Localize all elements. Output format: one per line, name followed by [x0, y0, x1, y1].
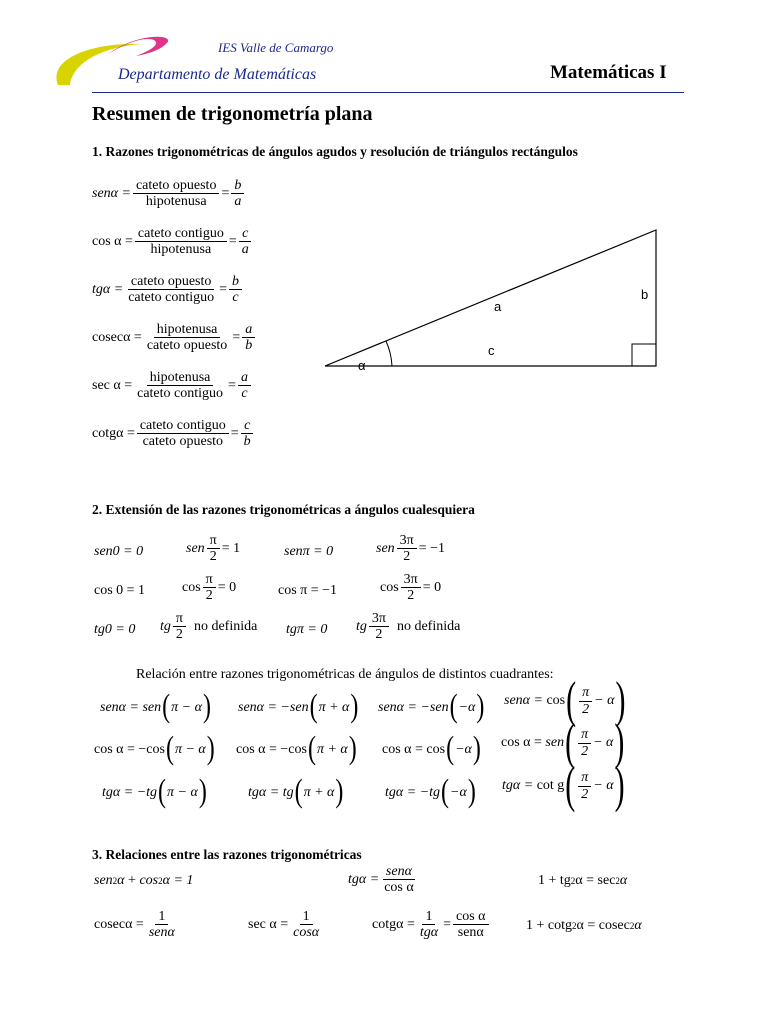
- pythagorean-identity: sen 2 α + cos 2 α = 1: [94, 873, 194, 888]
- sen-relation-neg: senα = −sen ( −α ): [378, 689, 485, 725]
- cos-definition: cos α = $\frac{\text{cateto contiguo}}{\text{hipotenusa}}$ = $\frac{c}{a}$: [92, 226, 254, 257]
- tg-three-half-pi-value: tg $\frac{3\pi}{2}$ no definida: [356, 611, 461, 643]
- side-c-label: c: [488, 343, 495, 358]
- angle-arc: [386, 341, 392, 366]
- secant-identity: 1 + tg 2 α = sec 2 α: [538, 873, 628, 888]
- cosecant-identity: 1 + cotg 2 α = cosec 2 α: [526, 918, 642, 933]
- sen-relation-complement: senα = cos ( $\frac{\pi}{2}$ − α ): [504, 672, 626, 729]
- cosec-reciprocal: cosecα = $\frac{1}{\text{senα}}$: [94, 909, 175, 941]
- cos-three-half-pi-value: cos $\frac{3\pi}{2}$ = 0: [380, 572, 442, 604]
- course-title: Matemáticas I: [550, 62, 667, 83]
- cos-half-pi-value: cos $\frac{\pi}{2}$ = 0: [182, 572, 237, 604]
- relation-title: Relación entre razones trigonométricas de ángulos de distintos cuadrantes:: [136, 667, 554, 682]
- section3-heading: 3. Relaciones entre las razones trigonométricas: [92, 847, 362, 862]
- tg-half-pi-value: tg $\frac{\pi}{2}$ no definida: [160, 611, 258, 643]
- sec-reciprocal: sec α = $\frac{1}{\cos\alpha}$: [248, 909, 320, 941]
- cos-relation-pi-plus: cos α = −cos ( π + α ): [236, 731, 357, 767]
- right-angle-mark: [632, 344, 656, 366]
- tg-relation-complement: tgα = cot g ( $\frac{\pi}{2}$ − α ): [502, 757, 625, 814]
- sec-definition: sec α = $\frac{\text{hipotenusa}}{\text{cateto contiguo}}$ = $\frac{a}{c}$: [92, 370, 253, 401]
- sen-zero-value: sen0 = 0: [94, 544, 144, 559]
- cos-relation-pi-minus: cos α = −cos ( π − α ): [94, 731, 215, 767]
- sen-relation-pi-minus: senα = sen ( π − α ): [100, 689, 211, 725]
- sen-three-half-pi-value: sen $\frac{3\pi}{2}$ = −1: [376, 533, 446, 565]
- cos-relation-neg: cos α = cos ( −α ): [382, 731, 481, 767]
- cotg-definition: cotgα = $\frac{\text{cateto contiguo}}{\text{cateto opuesto}}$ = $\frac{c}{b}$: [92, 418, 256, 449]
- cos-relation-complement: cos α = sen ( $\frac{\pi}{2}$ − α ): [501, 714, 625, 771]
- sen-definition: senα = $\frac{\text{cateto opuesto}}{\text{hipotenusa}}$ = $\frac{b}{a}$: [92, 178, 246, 209]
- tangent-quotient-identity: tgα = $\frac{\text{senα}}{\text{cos α}}$: [348, 864, 414, 896]
- tg-relation-pi-minus: tgα = −tg ( π − α ): [102, 774, 207, 810]
- cos-pi-value: cos π = −1: [278, 583, 338, 598]
- sen-relation-pi-plus: senα = −sen ( π + α ): [238, 689, 359, 725]
- angle-alpha-label: α: [358, 358, 366, 373]
- cos-zero-value: cos 0 = 1: [94, 583, 146, 598]
- cotg-reciprocal: cotgα = $\frac{1}{\text{tgα}}$ = $\frac{\text{cos α}}{\text{senα}}$: [372, 909, 491, 940]
- cosec-definition: cosecα = $\frac{\text{hipotenusa}}{\text{cateto opuesto}}$ = $\frac{a}{b}$: [92, 322, 257, 353]
- right-triangle-figure: [320, 225, 665, 375]
- header-rule-left: [92, 92, 510, 93]
- sen-half-pi-value: sen $\frac{\pi}{2}$ = 1: [186, 533, 241, 565]
- page-title: Resumen de trigonometría plana: [92, 103, 373, 125]
- tg-relation-neg: tgα = −tg ( −α ): [385, 774, 476, 810]
- tg-pi-value: tgπ = 0: [286, 622, 328, 637]
- header-rule-right: [510, 92, 684, 93]
- tg-relation-pi-plus: tgα = tg ( π + α ): [248, 774, 344, 810]
- side-a-label: a: [494, 299, 502, 314]
- school-name: IES Valle de Camargo: [218, 40, 334, 55]
- sen-pi-value: senπ = 0: [284, 544, 334, 559]
- department-name: Departamento de Matemáticas: [118, 66, 317, 83]
- tg-definition: tgα = $\frac{\text{cateto opuesto}}{\text{cateto contiguo}}$ = $\frac{b}{c}$: [92, 274, 244, 305]
- section1-heading: 1. Razones trigonométricas de ángulos agudos y resolución de triángulos rectángulos: [92, 144, 578, 159]
- side-b-label: b: [641, 287, 649, 302]
- section2-heading: 2. Extensión de las razones trigonométricas a ángulos cualesquiera: [92, 502, 475, 517]
- tg-zero-value: tg0 = 0: [94, 622, 136, 637]
